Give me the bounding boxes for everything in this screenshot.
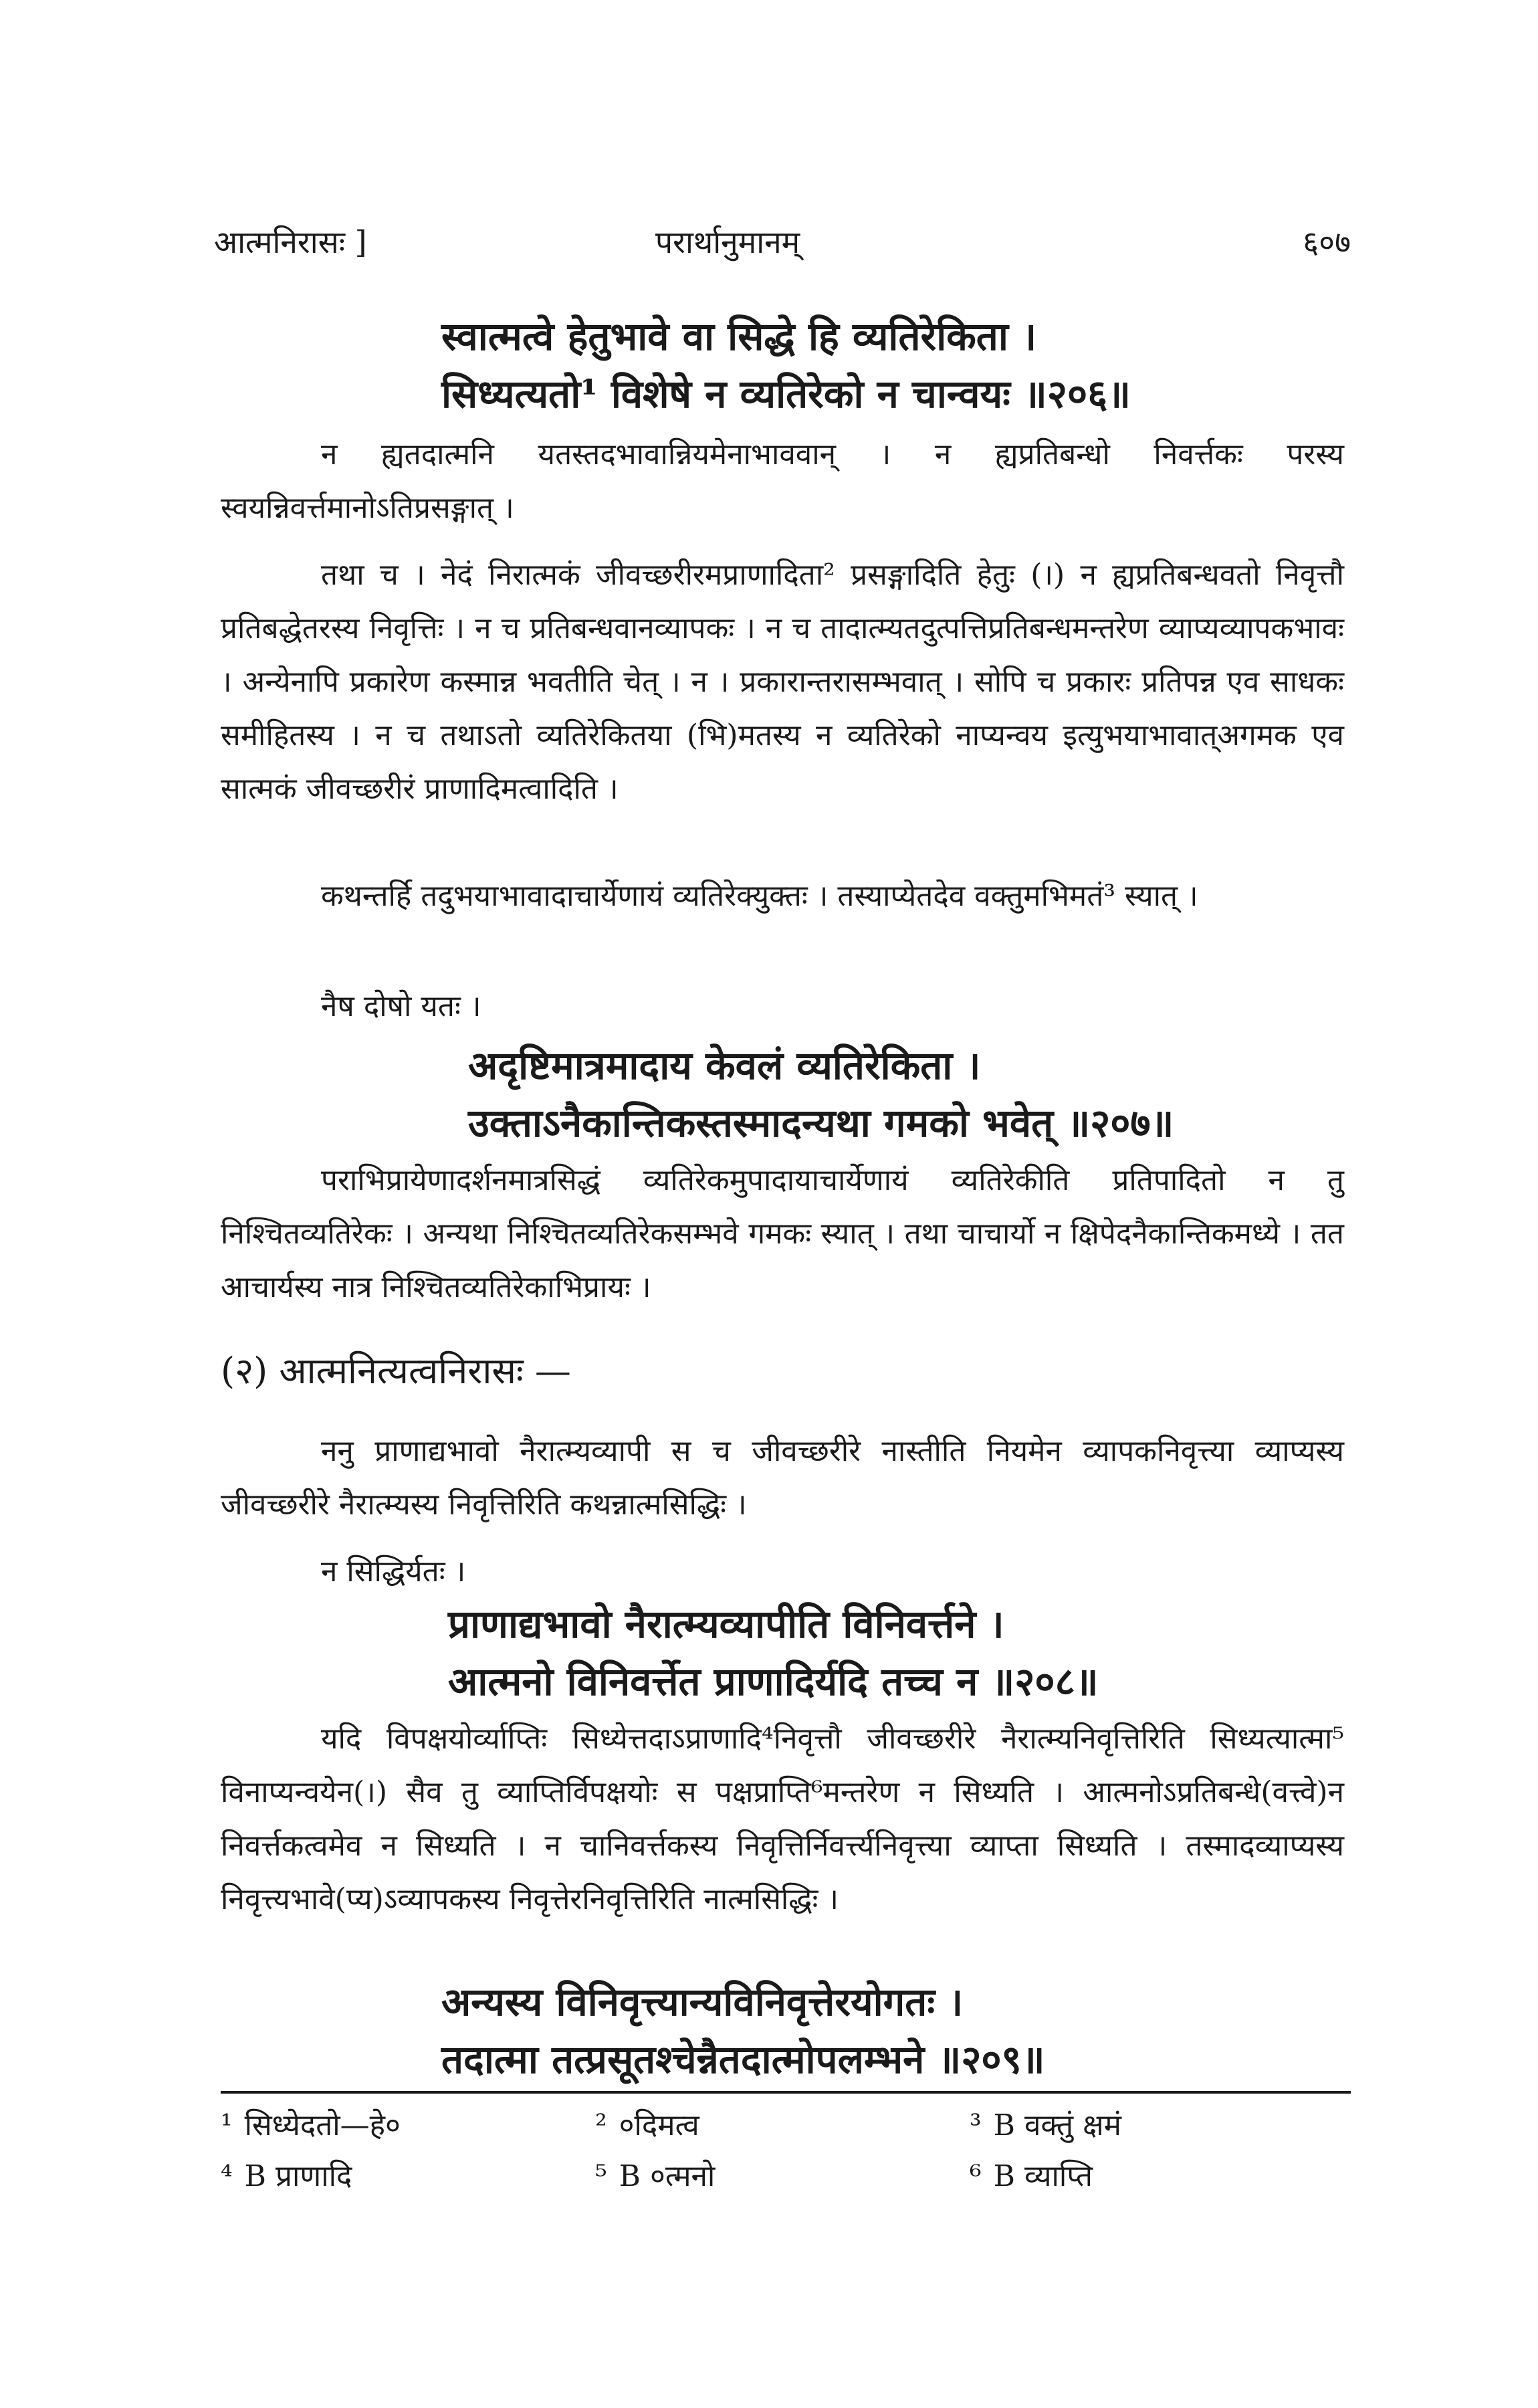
verse-209 <box>221 1973 1538 2088</box>
verse-207 <box>221 1037 1538 1152</box>
footnote-1: ¹ सिध्येदतो—हे० <box>221 2108 401 2142</box>
paragraph-7: न सिद्धिर्यतः । <box>321 1554 466 1589</box>
verse-206-line-2: सिध्यत्यतो¹ विशेषे न व्यतिरेको न चान्वयः ॥२०६॥ <box>441 371 1131 417</box>
paragraph-4: नैष दोषो यतः । <box>321 989 481 1023</box>
footnote-3: ³ B वक्तुं क्षमं <box>970 2108 1121 2142</box>
verse-206-line-1: स्वात्मत्वे हेतुभावे वा सिद्धे हि व्यतिरेकिता । <box>441 314 1037 359</box>
verse-209-line-1: अन्यस्य विनिवृत्त्यान्यविनिवृत्तेरयोगतः । <box>441 1979 964 2025</box>
section-heading: (२) आत्मनित्यत्वनिरासः — <box>221 1350 571 1392</box>
paragraph-1: न ह्यतदात्मनि यतस्तदभावान्नियमेनाभाववान् । न ह्यप्रतिबन्धो निवर्त्तकः परस्य स्वयन्निवर्त्तमानोऽतिप्रसङ्गात् । <box>221 437 1344 525</box>
paragraph-5: पराभिप्रायेणादर्शनमात्रसिद्धं व्यतिरेकमुपादायाचार्येणायं व्यतिरेकीति प्रतिपादितो न तु निश्चितव्यतिरेकः । अन्यथा निश्चितव्यतिरेकसम्भवे गमकः स्यात् । तथा चाचार्यो न क्षिपेदनैकान्तिकमध्ये । तत आचार्यस्य नात्र निश्चितव्यतिरेकाभिप्रायः । <box>221 1163 1344 1304</box>
footnotes <box>221 2100 1351 2202</box>
paragraph-3: कथन्तर्हि तदुभयाभावादाचार्येणायं व्यतिरेक्युक्तः । तस्याप्येतदेव वक्तुमभिमतं³ स्यात् । <box>321 879 1198 913</box>
footnote-2: ² ०दिमत्व <box>595 2108 699 2142</box>
footnote-6: ⁶ B व्याप्ति <box>970 2159 1093 2193</box>
verse-206 <box>221 308 1538 423</box>
verse-209-line-2: तदात्मा तत्प्रसूतश्चेन्नैतदात्मोपलम्भने ॥२०९॥ <box>441 2037 1045 2082</box>
verse-207-line-2: उक्ताऽनैकान्तिकस्तस्मादन्यथा गमको भवेत् ॥२०७॥ <box>468 1100 1174 1146</box>
running-head-title: परार्थानुमानम् <box>655 224 800 260</box>
paragraph-2: तथा च । नेदं निरात्मकं जीवच्छरीरमप्राणादिता² प्रसङ्गादिति हेतुः (।) न ह्यप्रतिबन्धवतो निवृत्तौ प्रतिबद्धेतरस्य निवृत्तिः । न च प्रतिबन्धवानव्यापकः । न च तादात्म्यतदुत्पत्तिप्रतिबन्धमन्तरेण व्याप्यव्यापकभावः । अन्येनापि प्रकारेण कस्मान्न भवतीति चेत् । न । प्रकारान्तरासम्भवात् । सोपि च प्रकारः प्रतिपन्न एव साधकः समीहितस्य । न च तथाऽतो व्यतिरेकितया (भि)मतस्य न व्यतिरेको नाप्यन्वय इत्युभयाभावात्अगमक एव सात्मकं जीवच्छरीरं प्राणादिमत्वादिति । <box>221 558 1344 806</box>
footnote-5: ⁵ B ०त्मनो <box>595 2159 716 2193</box>
verse-208-line-1: प्राणाद्यभावो नैरात्म्यव्यापीति विनिवर्त्तने । <box>448 1601 1004 1647</box>
paragraph-8: यदि विपक्षयोर्व्याप्तिः सिध्येत्तदाऽप्राणादि⁴निवृत्तौ जीवच्छरीरे नैरात्म्यनिवृत्तिरिति सिध्यत्यात्मा⁵ विनाप्यन्वयेन(।) सैव तु व्याप्तिर्विपक्षयोः स पक्षप्राप्ति⁶मन्तरेण न सिध्यति । आत्मनोऽप्रतिबन्धे(वत्त्वे)न निवर्त्तकत्वमेव न सिध्यति । न चानिवर्त्तकस्य निवृत्तिर्निवर्त्त्यनिवृत्त्या व्याप्ता सिध्यति । तस्मादव्याप्यस्य निवृत्त्यभावे(प्य)ऽव्यापकस्य निवृत्तेरनिवृत्तिरिति नात्मसिद्धिः । <box>221 1722 1344 1916</box>
footnote-divider <box>221 2091 1351 2094</box>
running-head-left: आत्मनिरासः ] <box>214 224 367 260</box>
verse-208-line-2: आत्मनो विनिवर्त्तेत प्राणादिर्यदि तच्च न ॥२०८॥ <box>448 1659 1099 1704</box>
verse-207-line-1: अदृष्टिमात्रमादाय केवलं व्यतिरेकिता । <box>468 1043 981 1088</box>
paragraph-6: ननु प्राणाद्यभावो नैरात्म्यव्यापी स च जीवच्छरीरे नास्तीति नियमेन व्यापकनिवृत्त्या व्याप्यस्य जीवच्छरीरे नैरात्म्यस्य निवृत्तिरिति कथन्नात्मसिद्धिः । <box>221 1434 1344 1522</box>
page-number: ६०७ <box>1303 224 1351 260</box>
verse-208 <box>221 1595 1538 1710</box>
page-header <box>214 214 1351 274</box>
footnote-4: ⁴ B प्राणादि <box>221 2159 352 2193</box>
